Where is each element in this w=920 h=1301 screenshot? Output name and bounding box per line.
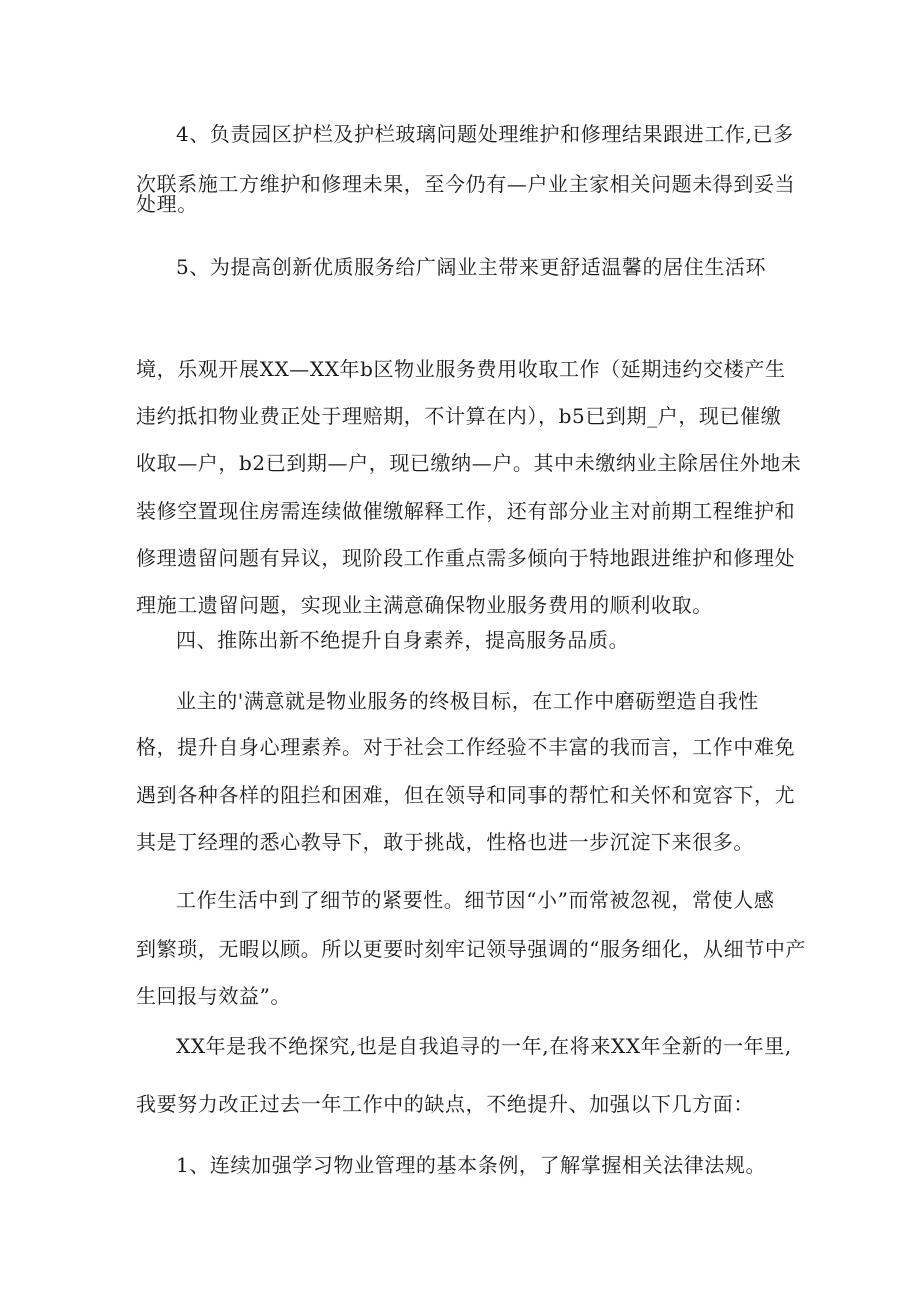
item-5-line-3: 违约抵扣物业费正处于理赔期，不计算在内），b5已到期_户，现已催缴 [136,404,782,428]
satisfaction-line-1: 业主的'满意就是物业服务的终极目标，在工作中磨砺塑造自我性 [176,689,759,713]
year-summary-line-2: 我要努力改正过去一年工作中的缺点，不绝提升、加强以下几方面： [136,1092,754,1116]
item-4-line-2: 次联系施工方维护和修理未果，至今仍有—户业主家相关问题未得到妥当 [136,172,796,196]
satisfaction-line-3: 遇到各种各样的阻拦和困难，但在领导和同事的帮忙和关怀和宽容下，尤 [136,783,796,807]
section-4-heading: 四、推陈出新不绝提升自身素养，提高服务品质。 [176,628,630,652]
plan-1-line-1: 1、连续加强学习物业管理的基本条例，了解掌握相关法律法规。 [176,1153,767,1177]
item-5-line-7: 理施工遗留问题，实现业主满意确保物业服务费用的顺利收取。 [136,593,713,617]
details-line-1: 工作生活中到了细节的紧要性。细节因“小”而常被忽视，常使人感 [176,888,775,912]
item-5-line-2: 境，乐观开展XX—XX年b区物业服务费用收取工作（延期违约交楼产生 [136,357,786,381]
item-4-line-1: 4、负责园区护栏及护栏玻璃问题处理维护和修理结果跟进工作,已多 [176,122,794,146]
details-line-3: 生回报与效益”。 [136,984,292,1008]
satisfaction-line-4: 其是丁经理的悉心教导下，敢于挑战，性格也进一步沉淀下来很多。 [136,830,754,854]
item-5-line-4: 收取—户，b2已到期—户，现已缴纳—户。其中未缴纳业主除居住外地未 [136,451,802,475]
item-4-line-3: 处理。 [136,192,198,216]
satisfaction-line-2: 格，提升自身心理素养。对于社会工作经验不丰富的我而言，工作中难免 [136,735,796,759]
details-line-2: 到繁琐，无暇以顾。所以更要时刻牢记领导强调的“服务细化，从细节中产 [136,937,807,961]
item-5-line-6: 修理遗留问题有异议，现阶段工作重点需多倾向于特地跟进维护和修理处 [136,546,796,570]
item-5-line-5: 装修空置现住房需连续做催缴解释工作，还有部分业主对前期工程维护和 [136,499,796,523]
year-summary-line-1: XX年是我不绝探究,也是自我追寻的一年,在将来XX年全新的一年里, [176,1034,792,1058]
item-5-line-1: 5、为提高创新优质服务给广阔业主带来更舒适温馨的居住生活环 [176,255,767,279]
